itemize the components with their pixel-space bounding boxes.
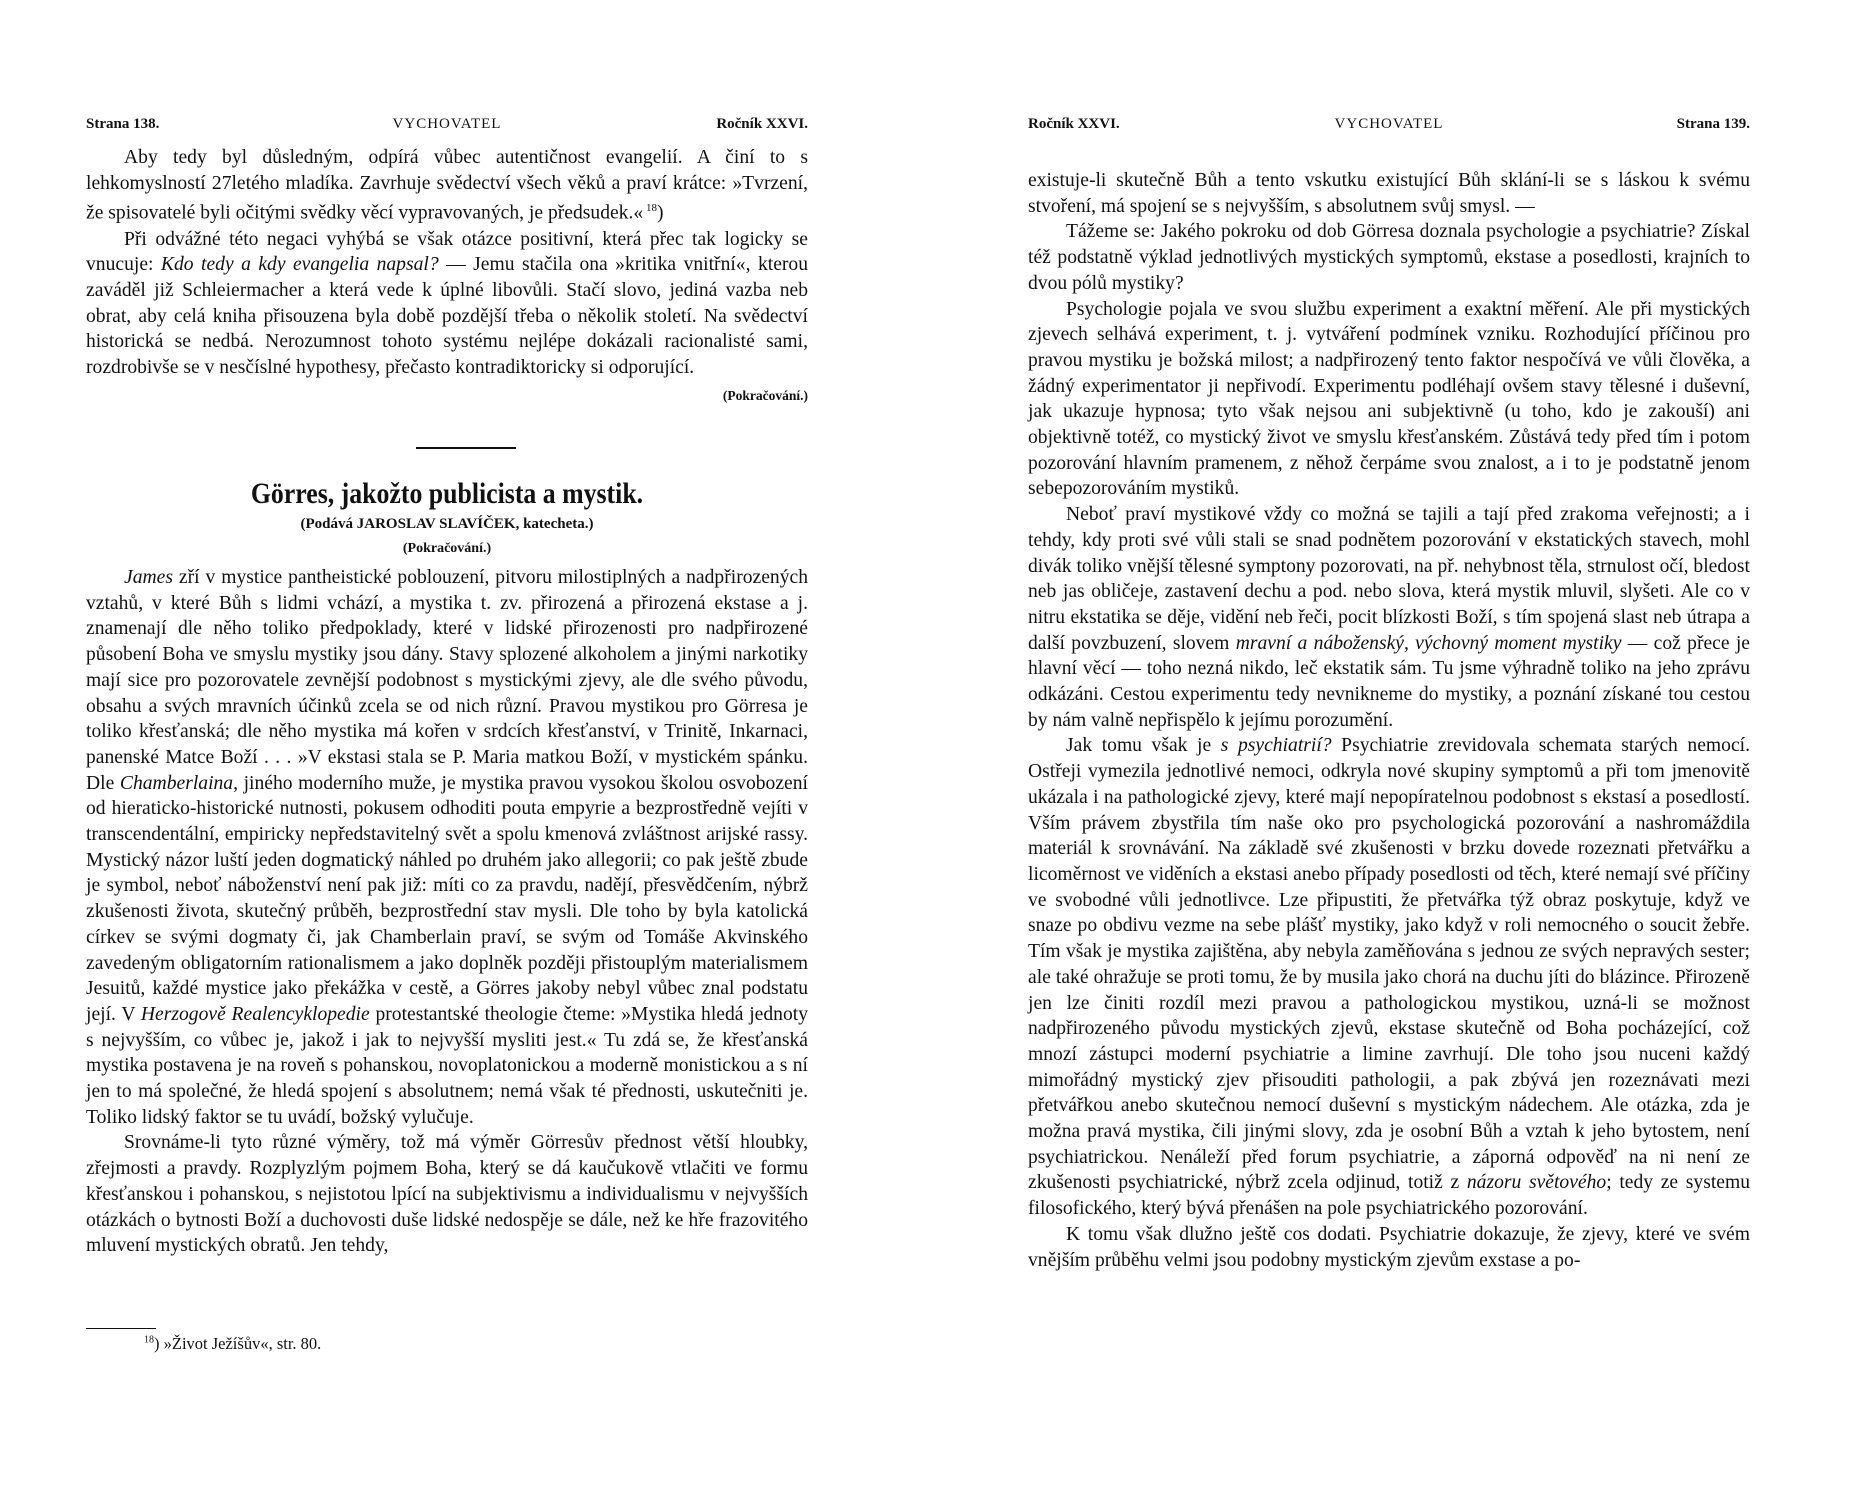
paragraph: Jak tomu však je s psychiatrií? Psychiatrie zrevidovala schemata starých nemocí. Ostřeji vymezila jednotlivé nemoci, odkryla nové skupiny symptomů a při tom jmenovitě ukázala i na pathologické zjevy, které mají nepopíratelnou podobnost s ekstasí a posedlostí. Vším právem zbystřila tím naše oko pro psychologická pozorování a nashromáždila materiál k srovnávání. Na základě své zkušenosti v brzku dovede rozeznati přetvářku a licoměrnost ve viděních a ekstasi anebo případy posedlosti od těch, které nemají své příčiny ve svobodné vůli jednotlivce. Lze připustiti, že přetvářka týž obraz poskytuje, když ve snaze po obdivu vezme na sebe plášť mystiky, jako když v roli nemocného o soucit žebře. Tím však je mystika zajištěna, aby nebyla zaměňována s jednou ze svých nepravých sester; ale také ohražuje se proti tomu, že by musila jako chorá na duchu jíti do blázince. Přirozeně jen lze činiti rozdíl mezi pravou a pathologickou mystikou, uzná-li se možnost nadpřirozeného původu mystických zjevů, ekstase skutečně od Boha pocházející, což mnozí zástupci moderní psychiatrie a limine zavrhují. Dle toho jsou nuceni každý mimořádný mystický zjev přisouditi pathologii, a pak zbývá jen rozeznávati mezi přetvářkou anebo skutečnou nemocí duševní s mystickým nádechem. Ale otázka, zda je možna pravá mystika, čili jinými slovy, zda je osobní Bůh a vztah k jeho bytostem, není psychiatrickou. Nenáleží před forum psychiatrie, a záporná odpověď na ni není ze zkušenosti psychiatrické, nýbrž zcela odjinud, totiž z názoru světového; tedy ze systemu filosofického, který bývá přenášen na pole psychiatrického pozorování.	[1028, 735, 1751, 1220]
article-byline: (Podává JAROSLAV SLAVÍČEK, katecheta.)	[300, 516, 594, 532]
paragraph: Neboť praví mystikové vždy co možná se tajili a tají před zrakoma veřejnosti; a i tehdy, kdy proti své vůli stali se snad podnětem pozorování v ekstatických stavech, mohl divák toliko vnější tělesné symptony pozorovati, na př. nehybnost těla, strnulost očí, bledost neb jas obličeje, zastavení dechu a pod. nebo slova, která mystik mluvil, slyšeti. Ale co v nitru ekstatika se děje, vidění neb řeči, pocit blízkosti Boží, s tím spojená slast neb útrapa a další povzbuzení, slovem mravní a náboženský, výchovný moment mystiky — což přece je hlavní věcí — toho nezná nikdo, leč ekstatik sám. Tu jsme výhradně toliko na jeho zprávu odkázáni. Cestou experimentu tedy nevnikneme do mystiky, a poznání získané tou cestou by nám valně nepřispělo k jejímu porozumění.	[1028, 504, 1751, 731]
page-number: Strana 139.	[1676, 116, 1750, 132]
page-number: Strana 138.	[86, 116, 160, 132]
intro-text	[86, 145, 808, 409]
journal-title: VYCHOVATEL	[392, 116, 502, 132]
article-title: Görres, jakožto publicista a mystik.	[250, 477, 644, 510]
footnote-rule	[86, 1328, 156, 1329]
paragraph: Srovnáme-li tyto různé výměry, tož má výměr Görresův přednost větší hloubky, zřejmosti a pravdy. Rozplyzlým pojmem Boha, který se dá kaučukově vtlačiti ve formu křesťanskou i pohanskou, s nejistotou lpící na subjektivismu a individualismu v nejvyšších otázkách o bytnosti Boží a duchovosti duše lidské nedospěje se dále, než ke hře frazovitého mluvení mystických obratů. Jen tehdy,	[86, 1132, 808, 1257]
paragraph: existuje-li skutečně Bůh a tento vskutku existující Bůh sklání-li se s láskou k svému stvoření, má spojení se s nejvyšším, s absolutnem svůj smysl. —	[1028, 170, 1750, 217]
paragraph: K tomu však dlužno ještě cos dodati. Psychiatrie dokazuje, že zjevy, které ve svém vnějším průběhu velmi jsou podobny mystickým zjevům exstase a po-	[1028, 1223, 1750, 1271]
article-body	[86, 565, 808, 1259]
volume-label: Ročník XXVI.	[716, 116, 808, 132]
right-body	[1028, 168, 1750, 1273]
volume-label: Ročník XXVI.	[1028, 116, 1120, 132]
paragraph: Tážeme se: Jakého pokroku od dob Görresa doznala psychologie a psychiatrie? Získal též podstatně výklad jednotlivých mystických symptomů, ekstase a posedlosti, krajních to dvou pólů mystiky?	[1028, 221, 1750, 294]
right-page	[958, 0, 1768, 1500]
right-running-head	[1028, 116, 1750, 138]
article-continued: (Pokračování.)	[402, 541, 492, 556]
section-divider	[416, 447, 516, 449]
left-running-head	[86, 116, 808, 138]
continued-label: (Pokračování.)	[722, 387, 808, 403]
paragraph: Aby tedy byl důsledným, odpírá vůbec autentičnost evangelií. A činí to s lehkomyslností 27letého mladíka. Zavrhuje svědectví všech věků a praví krátce: »Tvrzení, že spisovatelé byli očitými svědky věcí vypravovaných, je předsudek.« $^{18}$)	[86, 147, 808, 224]
paragraph: Při odvážné této negaci vyhýbá se však otázce positivní, která přec tak logicky se vnucuje: Kdo tedy a kdy evangelia napsal? — Jemu stačila ona »kritika vnitřní«, kterou zaváděl již Schleiermacher a která vede k úplné libovůli. Stačí slovo, jediná vazba neb obrat, aby celá kniha přisouzena byla době pozdější třeba o několik století. Na svědectví historická se nedbá. Nerozumnost tohoto systému nejlépe dokázali racionalisté sami, rozdrobivše se v nesčíslné hypothesy, přečasto kontradiktoricky si odporující. (Pokračování.)	[86, 227, 808, 381]
left-page	[0, 0, 810, 1500]
paragraph: James zří v mystice pantheistické poblouzení, pitvoru milostiplných a nadpřirozených vztahů, v které Bůh s lidmi vchází, a mystika t. zv. přirozená a přirozená ekstase a j. znamenají dle něho toliko předpoklady, které v lidské přirozenosti pro nadpřirozené působení Boha ve smyslu mystiky jsou dány. Stavy splozené alkoholem a jinými narkotiky mají sice pro pozorovatele zevnější podobnost s mystickými zjevy, ale dle svého původu, obsahu a svých mravních účinků zcela se od nich různí. Pravou mystikou pro Görresa je toliko křesťanská; dle něho mystika má kořen v srdcích křesťanství, v Trinitě, Inkarnaci, panenské Matce Boží . . . »V ekstasi stala se P. Maria matkou Boží, v mystickém spánku. Dle Chamberlaina, jiného moderního muže, je mystika pravou vysokou školou osvobození od hieraticko-historické nutnosti, pokusem odhoditi pouta empyrie a bezprostředně vejíti v transcendentální, empiricky nepředstavitelný svět a spolu kmenová zvláštnost arijské rassy. Mystický názor luští jeden dogmatický náhled po druhém jako allegorii; co pak ještě zbude je symbol, neboť náboženství není pak již: míti co za pravdu, nadějí, přesvědčením, nýbrž zkušenosti života, skutečný průběh, bezprostřední stav mysli. Dle toho by byla katolická církev se svými dogmaty či, jak Chamberlain praví, se svým od Tomáše Akvinského zavedeným obligatorním rationalismem a jako doplněk později přistouplým materialismem Jesuitů, každé mystice jako překážka v cestě, a Görres jakoby nebyl vůbec znal podstatu její. V Herzogově Realencyklopedie protestantské theologie čteme: »Mystika hledá jednoty s nejvyšším, co vůbec je, jakož i jak to nejvyšší mysliti jest.« Tu zdá se, že křesťanská mystika postavena je na roveň s pohanskou, novoplatonickou a moderně monistickou a s ní jen to má společné, že hledá spojení s absolutnem; nemá však té přednosti, uskutečniti je. Toliko lidský faktor se tu uvádí, božský vylučuje.	[86, 567, 808, 1128]
paragraph: Psychologie pojala ve svou službu experiment a exaktní měření. Ale při mystických zjevech selhává experiment, t. j. vytváření podmínek vzniku. Rozhodující příčinou pro pravou mystiku je božská milost; a nadpřirozený tento faktor nespočívá ve vůli člověka, a žádný experimentator ji nepřivodí. Experimentu podléhají ovšem stavy tělesné i duševní, jak ukazuje hypnosa; tyto však nejsou ani subjektivně (u toho, kdo je zakouší) ani objektivně totéž, co mystický život ve smyslu křesťanském. Zůstává tedy před tím i potom pozorování hlavním pramenem, z něhož čerpáme svou znalost, a i to je podstatně jenom sebepozorováním mystiků.	[1028, 298, 1750, 500]
footnote: $^{18}$) »Život Ježíšův«, str. 80.	[144, 1334, 322, 1353]
journal-title: VYCHOVATEL	[1334, 116, 1444, 132]
